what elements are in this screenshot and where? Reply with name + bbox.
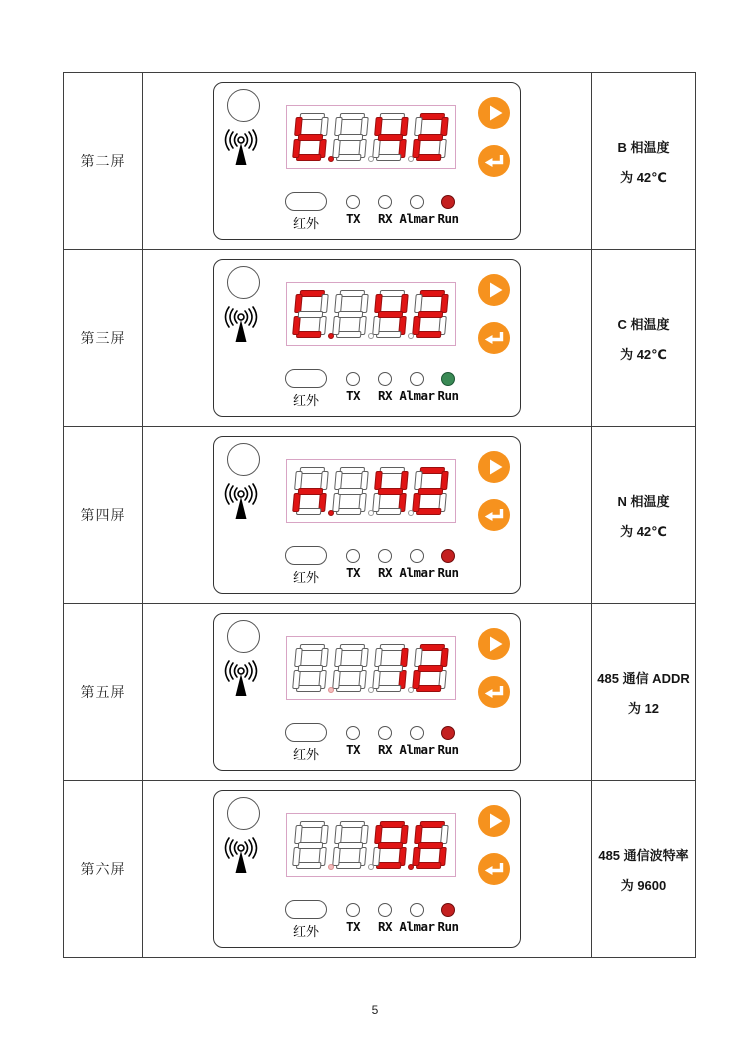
segment-d — [376, 331, 402, 338]
segment-g — [298, 134, 324, 141]
enter-button — [478, 853, 510, 885]
segment-d — [296, 154, 322, 161]
led-label: Almar — [399, 565, 435, 580]
segment-g — [418, 665, 444, 672]
segment-g — [418, 488, 444, 495]
segment-d — [416, 685, 442, 692]
seven-segment-digit — [292, 644, 329, 692]
sensor-circle-icon — [227, 443, 260, 476]
device-panel — [213, 259, 521, 417]
table-row — [64, 604, 695, 781]
decimal-point — [328, 864, 334, 870]
ir-label: 红外 — [292, 571, 319, 586]
led-label: Run — [437, 919, 459, 934]
decimal-point — [408, 687, 414, 693]
segment-g — [418, 134, 444, 141]
led-row — [214, 903, 520, 917]
description-cell — [592, 604, 695, 780]
segment-d — [376, 508, 402, 515]
segment-b — [440, 648, 449, 667]
description-cell — [592, 73, 695, 249]
device-panel — [213, 790, 521, 948]
description-line-2: 为 42℃ — [620, 169, 667, 185]
led-label-row — [214, 919, 520, 935]
seven-segment-display — [286, 459, 456, 523]
segment-g — [378, 665, 404, 672]
segment-b — [400, 825, 409, 844]
description-line-2: 为 42℃ — [620, 346, 667, 362]
device-panel — [213, 613, 521, 771]
segment-f — [294, 471, 303, 490]
led-label-row — [214, 388, 520, 404]
seven-segment-digit — [372, 290, 409, 338]
segment-b — [400, 471, 409, 490]
next-button — [478, 628, 510, 660]
segment-f — [374, 825, 383, 844]
decimal-point — [328, 687, 334, 693]
led-tx — [346, 195, 360, 209]
seven-segment-digit — [332, 821, 369, 869]
decimal-point — [328, 156, 334, 162]
led-tx — [346, 372, 360, 386]
segment-g — [418, 311, 444, 318]
antenna-icon — [220, 306, 262, 346]
seven-segment-digit — [412, 467, 449, 515]
segment-g — [378, 842, 404, 849]
segment-d — [296, 508, 322, 515]
led-tx — [346, 903, 360, 917]
table-row — [64, 73, 695, 250]
screen-label: 第四屏 — [64, 427, 143, 603]
segment-f — [294, 117, 303, 136]
segment-g — [378, 134, 404, 141]
sensor-circle-icon — [227, 89, 260, 122]
led-run — [441, 372, 455, 386]
sensor-circle-icon — [227, 797, 260, 830]
device-cell — [143, 73, 592, 249]
segment-g — [338, 488, 364, 495]
led-almar — [410, 372, 424, 386]
segment-b — [360, 117, 369, 136]
seven-segment-digit — [372, 113, 409, 161]
description-line-1: N 相温度 — [617, 493, 670, 509]
segment-b — [360, 294, 369, 313]
segment-f — [414, 294, 423, 313]
description-line-2: 为 42℃ — [620, 523, 667, 539]
segment-d — [296, 862, 322, 869]
decimal-point — [368, 687, 374, 693]
segment-g — [338, 665, 364, 672]
decimal-point — [328, 510, 334, 516]
segment-f — [374, 648, 383, 667]
led-rx — [378, 726, 392, 740]
ir-label: 红外 — [292, 748, 319, 763]
description-line-2: 为 12 — [627, 700, 660, 716]
segment-g — [338, 134, 364, 141]
seven-segment-digit — [332, 113, 369, 161]
segment-d — [336, 331, 362, 338]
segment-f — [374, 117, 383, 136]
segment-b — [400, 294, 409, 313]
led-label: TX — [345, 388, 361, 403]
next-button — [478, 274, 510, 306]
seven-segment-digit — [412, 290, 449, 338]
seven-segment-digit — [332, 290, 369, 338]
led-almar — [410, 549, 424, 563]
led-label-row — [214, 742, 520, 758]
segment-g — [298, 311, 324, 318]
segment-b — [320, 471, 329, 490]
segment-b — [320, 825, 329, 844]
enter-button — [478, 499, 510, 531]
led-run — [441, 195, 455, 209]
seven-segment-digit — [292, 821, 329, 869]
led-label: Almar — [399, 211, 435, 226]
seven-segment-display — [286, 813, 456, 877]
description-cell — [592, 427, 695, 603]
segment-g — [418, 842, 444, 849]
antenna-icon — [220, 483, 262, 523]
seven-segment-digit — [332, 644, 369, 692]
segment-f — [294, 648, 303, 667]
led-run — [441, 726, 455, 740]
seven-segment-display — [286, 636, 456, 700]
seven-segment-digit — [412, 644, 449, 692]
decimal-point — [368, 510, 374, 516]
seven-segment-digit — [412, 821, 449, 869]
description-line-1: B 相温度 — [617, 139, 670, 155]
segment-d — [336, 154, 362, 161]
led-label: Almar — [399, 742, 435, 757]
next-button — [478, 451, 510, 483]
description-line-1: C 相温度 — [617, 316, 670, 332]
ir-label: 红外 — [292, 394, 319, 409]
description-cell — [592, 250, 695, 426]
enter-button — [478, 145, 510, 177]
table-row — [64, 781, 695, 957]
next-button — [478, 805, 510, 837]
led-label: Run — [437, 742, 459, 757]
led-label: RX — [377, 742, 393, 757]
segment-g — [378, 488, 404, 495]
led-label: TX — [345, 919, 361, 934]
segment-d — [376, 685, 402, 692]
seven-segment-digit — [372, 467, 409, 515]
table-row — [64, 250, 695, 427]
led-row — [214, 195, 520, 209]
segment-d — [416, 154, 442, 161]
led-label: Almar — [399, 388, 435, 403]
seven-segment-display — [286, 105, 456, 169]
segment-g — [378, 311, 404, 318]
segment-d — [416, 862, 442, 869]
led-rx — [378, 195, 392, 209]
antenna-icon — [220, 837, 262, 877]
description-line-2: 为 9600 — [620, 877, 667, 893]
segment-f — [294, 825, 303, 844]
segment-d — [416, 508, 442, 515]
segment-f — [334, 294, 343, 313]
segment-f — [414, 648, 423, 667]
segment-d — [336, 508, 362, 515]
decimal-point — [408, 864, 414, 870]
segment-f — [374, 471, 383, 490]
segment-f — [334, 648, 343, 667]
device-cell — [143, 250, 592, 426]
segment-f — [294, 294, 303, 313]
segment-d — [296, 685, 322, 692]
led-label: TX — [345, 565, 361, 580]
led-row — [214, 726, 520, 740]
device-cell — [143, 427, 592, 603]
led-label: Run — [437, 211, 459, 226]
decimal-point — [368, 864, 374, 870]
device-panel — [213, 82, 521, 240]
led-row — [214, 549, 520, 563]
segment-d — [296, 331, 322, 338]
segment-g — [338, 311, 364, 318]
segment-b — [440, 471, 449, 490]
ir-label: 红外 — [292, 217, 319, 232]
screen-label: 第五屏 — [64, 604, 143, 780]
led-rx — [378, 372, 392, 386]
decimal-point — [408, 510, 414, 516]
segment-b — [320, 294, 329, 313]
page-number: 5 — [371, 1003, 379, 1017]
segment-b — [440, 294, 449, 313]
segment-b — [440, 825, 449, 844]
segment-f — [334, 471, 343, 490]
enter-button — [478, 676, 510, 708]
device-cell — [143, 604, 592, 780]
segment-b — [360, 648, 369, 667]
led-rx — [378, 549, 392, 563]
led-label-row — [214, 211, 520, 227]
led-row — [214, 372, 520, 386]
description-line-1: 485 通信 ADDR — [597, 670, 690, 686]
description-cell — [592, 781, 695, 957]
segment-f — [414, 471, 423, 490]
segment-d — [376, 154, 402, 161]
segment-b — [320, 648, 329, 667]
segment-g — [338, 842, 364, 849]
segment-b — [360, 825, 369, 844]
decimal-point — [328, 333, 334, 339]
screen-label: 第二屏 — [64, 73, 143, 249]
led-tx — [346, 549, 360, 563]
led-almar — [410, 195, 424, 209]
segment-f — [334, 117, 343, 136]
screens-table — [63, 72, 696, 958]
segment-d — [336, 862, 362, 869]
led-label-row — [214, 565, 520, 581]
segment-b — [400, 648, 409, 667]
led-label: Run — [437, 388, 459, 403]
enter-button — [478, 322, 510, 354]
segment-f — [414, 825, 423, 844]
led-run — [441, 903, 455, 917]
screen-label: 第三屏 — [64, 250, 143, 426]
seven-segment-display — [286, 282, 456, 346]
led-label: RX — [377, 211, 393, 226]
segment-f — [414, 117, 423, 136]
description-line-1: 485 通信波特率 — [598, 847, 689, 863]
seven-segment-digit — [372, 821, 409, 869]
led-rx — [378, 903, 392, 917]
segment-g — [298, 488, 324, 495]
sensor-circle-icon — [227, 266, 260, 299]
led-label: TX — [345, 742, 361, 757]
segment-d — [336, 685, 362, 692]
led-label: Run — [437, 565, 459, 580]
seven-segment-digit — [292, 467, 329, 515]
ir-label: 红外 — [292, 925, 319, 940]
led-label: RX — [377, 565, 393, 580]
seven-segment-digit — [292, 290, 329, 338]
segment-d — [376, 862, 402, 869]
device-cell — [143, 781, 592, 957]
led-almar — [410, 903, 424, 917]
segment-b — [440, 117, 449, 136]
led-label: TX — [345, 211, 361, 226]
seven-segment-digit — [372, 644, 409, 692]
decimal-point — [368, 156, 374, 162]
decimal-point — [368, 333, 374, 339]
decimal-point — [408, 333, 414, 339]
decimal-point — [408, 156, 414, 162]
segment-b — [320, 117, 329, 136]
led-almar — [410, 726, 424, 740]
antenna-icon — [220, 129, 262, 169]
screen-label: 第六屏 — [64, 781, 143, 957]
segment-g — [298, 665, 324, 672]
segment-f — [374, 294, 383, 313]
led-tx — [346, 726, 360, 740]
seven-segment-digit — [332, 467, 369, 515]
seven-segment-digit — [412, 113, 449, 161]
next-button — [478, 97, 510, 129]
segment-g — [298, 842, 324, 849]
segment-b — [360, 471, 369, 490]
led-run — [441, 549, 455, 563]
segment-d — [416, 331, 442, 338]
antenna-icon — [220, 660, 262, 700]
seven-segment-digit — [292, 113, 329, 161]
led-label: RX — [377, 919, 393, 934]
table-row — [64, 427, 695, 604]
led-label: RX — [377, 388, 393, 403]
segment-f — [334, 825, 343, 844]
segment-b — [400, 117, 409, 136]
sensor-circle-icon — [227, 620, 260, 653]
led-label: Almar — [399, 919, 435, 934]
device-panel — [213, 436, 521, 594]
